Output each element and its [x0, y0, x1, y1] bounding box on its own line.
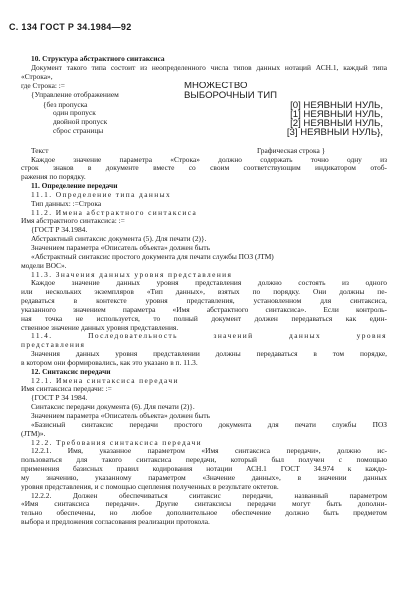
implicit-null-3: [3] НЕЯВНЫЙ НУЛЬ}, [286, 128, 383, 138]
s12-2-1-line-1: 12.2.1. Имя, указанное параметром «Имя синтаксиса передачи», должно ис- [31, 447, 387, 456]
text-row [21, 147, 387, 156]
s11-4-heading-1: 11.4. Последовательность значений данных уровня [31, 332, 387, 341]
page-header: С. 134 ГОСТ Р 34.1984—92 [9, 22, 132, 32]
section-12-heading: 12. Синтаксис передачи [31, 367, 111, 376]
s10-para-2: строк знаков в документе вместе со своим соответствующим индикатором отоб- [21, 164, 387, 173]
s11-2-heading: 11.2. Имена абстрактного синтаксиса [31, 208, 198, 217]
s11-3-para-1: Каждое значение данных уровня представления должно состоять из одного [31, 279, 387, 288]
choice-type-keyword: ВЫБОРОЧНЫЙ ТИП [184, 90, 278, 101]
section-10-heading: 10. Структура абстрактного синтаксиса [31, 55, 165, 63]
s11-3-para-2: или нескольких экземпляров «Тип данных», взятых по порядку. Они должны пе- [21, 288, 387, 297]
s11-4-heading-2: представления [21, 341, 86, 350]
graphic-string-label: Графическая строка } [257, 145, 326, 155]
s12-2-1-line-2: пользоваться для такого синтаксиса передачи, который был получен с помощью [21, 456, 387, 465]
s12-2-1-line-4: му значению, указанному параметром «Значение данных», в значении данных [21, 473, 387, 482]
s12-1-line-1: Имя синтаксиса передачи: := [21, 385, 112, 394]
s11-3-heading: 11.3. Значения данных уровня представления [31, 270, 233, 279]
implicit-null-0: [0] НЕЯВНЫЙ НУЛЬ, [290, 100, 383, 110]
s12-1-line-2: {ГОСТ Р 34 1984. [31, 394, 88, 403]
s11-2-line-2: {ГОСТ Р 34.1984. [31, 226, 88, 235]
s12-2-1-line-5: уровня представления, и с помощью сцепления полученных в результате октетов. [21, 482, 279, 491]
option-page-reset: сброс страницы [53, 127, 104, 136]
s10-intro-1: Документ такого типа состоит из неопределенного числа типов данных нотаций АСН.1, каждый типа [31, 63, 387, 72]
s11-3-para-4: указанного значением параметра «Имя абстрактного синтаксиса». Если контроль- [21, 305, 387, 314]
s10-para-3: ражения по порядку. [21, 173, 86, 182]
s12-2-2-line-4: выбора и предложения согласования реализации протокола. [21, 518, 210, 527]
s12-1-heading: 12.1. Имена синтаксиса передачи [31, 376, 179, 385]
s11-1-heading: 11.1. Определение типа данных [31, 190, 172, 199]
s11-4-para-1: Значения данных уровня представлении должны передаваться в том порядке, [31, 350, 387, 359]
s12-2-2-line-3: тельно обеспечены, но любое дополнительное обеспечение должно быть предметом [21, 509, 387, 518]
implicit-null-2: [2] НЕЯВНЫЙ НУЛЬ, [290, 119, 383, 129]
s10-intro-2: «Строка», [21, 72, 53, 81]
s12-1-line-4: Значением параметра «Описатель объекта» должен быть [31, 412, 210, 420]
s12-2-2-line-1: 12.2.2. Должен обеспечиваться синтаксис передачи, названный параметром [31, 491, 387, 500]
option-one-skip: один пропуск [53, 109, 96, 118]
section-11-heading: 11. Определение передачи [31, 182, 118, 191]
option-double-skip: двойной пропуск [53, 118, 108, 127]
s11-1-line: Тип данных: :=Строка [31, 199, 102, 208]
string-definition: где Строка: := [21, 81, 65, 90]
s12-2-2-line-2: «Имя синтаксиса передачи». Другие синтаксисы передачи могут быть дополни- [21, 500, 387, 509]
s11-4-para-2: в котором они формировались, как это указано в п. 11.3. [21, 358, 198, 367]
option-no-skip: {без пропуска [43, 100, 88, 109]
text-label: Текст [31, 145, 49, 155]
s11-2-line-3: Абстрактный синтаксис документа (5). Для печати (2)}. [31, 235, 207, 244]
implicit-null-1: [1] НЕЯВНЫЙ НУЛЬ, [290, 109, 383, 120]
page-content [21, 55, 387, 527]
s11-2-line-1: Имя абстрактного синтаксиса: := [21, 217, 125, 226]
s11-2-line-5: «Абстрактный синтаксис простого документа для печати службы ПОЗ (JTM) [31, 252, 274, 261]
s12-2-heading: 12.2. Требования синтаксиса передачи [31, 438, 202, 447]
s10-para-1: Каждое значение параметра «Строка» должно содержать точно одну из [31, 155, 387, 164]
s11-2-line-6: модели ВОС». [21, 261, 67, 270]
s12-2-1-line-3: применения базисных правил кодирования нотации АСН.1 ГОСТ 34.974 к каждо- [21, 465, 387, 474]
display-control: {Управление отображением [31, 90, 119, 99]
s11-3-para-6: ственное значение данных уровня представления. [21, 323, 179, 332]
s12-1-line-5: «Базисный синтаксис передачи простого документа для печати службы ПОЗ [31, 420, 387, 429]
s11-3-para-3: редаваться в контексте уровня представления, установленном для синтаксиса, [21, 297, 387, 306]
s11-2-line-4: Значением параметра «Описатель объекта» должен быть [31, 243, 210, 252]
s12-1-line-6: (JTM)». [21, 429, 46, 438]
s11-3-para-5: ная точка не используется, то полный документ должен передаваться как един- [21, 314, 387, 323]
display-options-table [21, 101, 387, 147]
s12-1-line-3: Синтаксис передачи документа (6). Для печати (2)}. [31, 403, 195, 412]
set-keyword: МНОЖЕСТВО [184, 81, 248, 91]
